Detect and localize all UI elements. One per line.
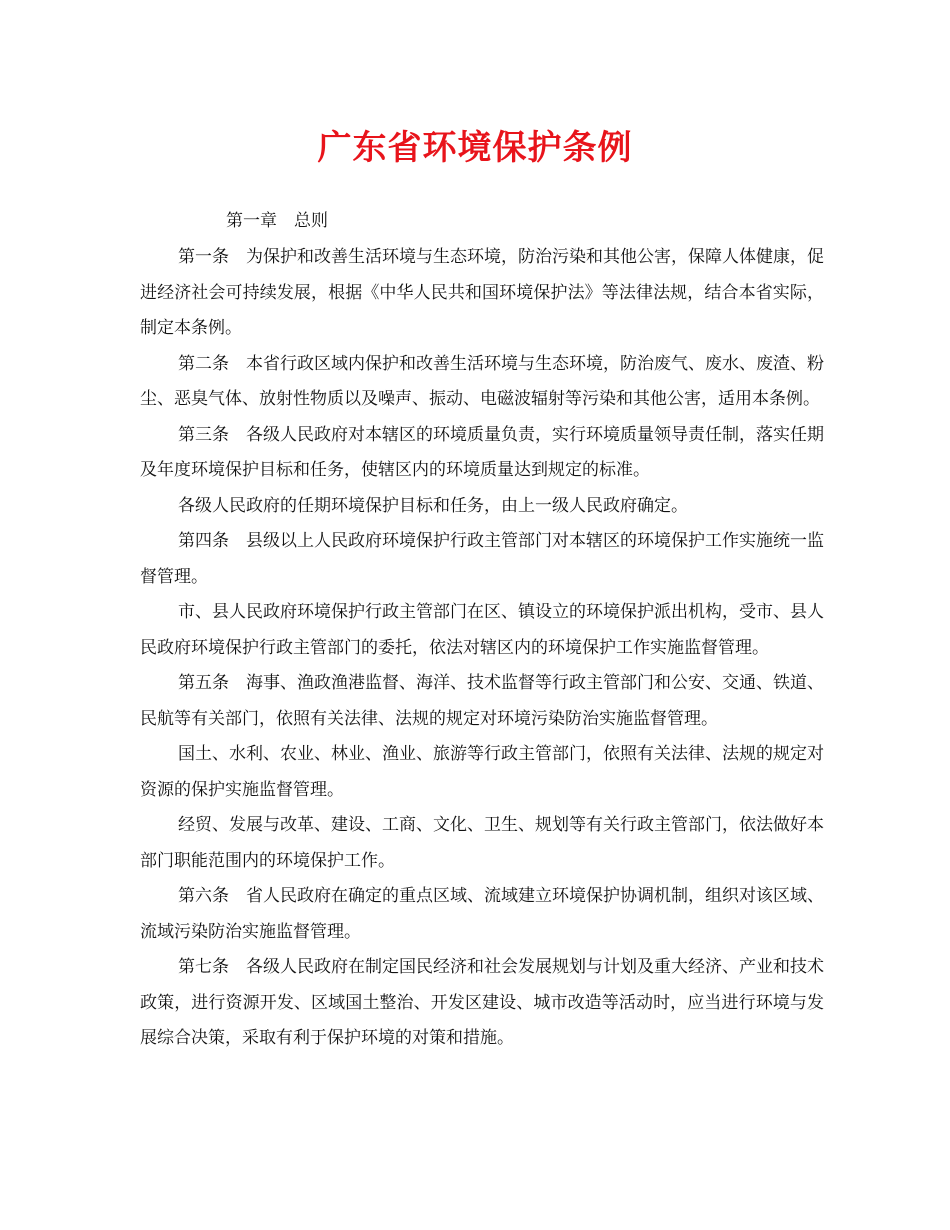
paragraph: 第三条 各级人民政府对本辖区的环境质量负责，实行环境质量领导责任制，落实任期及年度环境保护目标和任务，使辖区内的环境质量达到规定的标准。 xyxy=(140,424,824,480)
paragraph: 第六条 省人民政府在确定的重点区域、流域建立环境保护协调机制，组织对该区域、流域污染防治实施监督管理。 xyxy=(140,886,824,942)
document-title: 广东省环境保护条例 xyxy=(317,128,633,168)
paragraph: 第一条 为保护和改善生活环境与生态环境，防治污染和其他公害，保障人体健康，促进经济社会可持续发展，根据《中华人民共和国环境保护法》等法律法规，结合本省实际，制定本条例。 xyxy=(140,247,824,338)
paragraph: 第五条 海事、渔政渔港监督、海洋、技术监督等行政主管部门和公安、交通、铁道、民航等有关部门，依照有关法律、法规的规定对环境污染防治实施监督管理。 xyxy=(140,673,824,729)
paragraph: 第七条 各级人民政府在制定国民经济和社会发展规划与计划及重大经济、产业和技术政策，进行资源开发、区域国土整治、开发区建设、城市改造等活动时，应当进行环境与发展综合决策，采取有利于保护环境的对策和措施。 xyxy=(140,957,824,1048)
paragraph: 第二条 本省行政区域内保护和改善生活环境与生态环境，防治废气、废水、废渣、粉尘、恶臭气体、放射性物质以及噪声、振动、电磁波辐射等污染和其他公害，适用本条例。 xyxy=(140,353,824,409)
paragraph: 国土、水利、农业、林业、渔业、旅游等行政主管部门，依照有关法律、法规的规定对资源的保护实施监督管理。 xyxy=(140,744,824,800)
document-body xyxy=(140,240,824,1057)
paragraph: 第四条 县级以上人民政府环境保护行政主管部门对本辖区的环境保护工作实施统一监督管理。 xyxy=(140,531,824,587)
chapter-heading: 第一章 总则 xyxy=(226,211,328,231)
paragraph: 经贸、发展与改革、建设、工商、文化、卫生、规划等有关行政主管部门，依法做好本部门职能范围内的环境保护工作。 xyxy=(140,815,824,871)
paragraph: 各级人民政府的任期环境保护目标和任务，由上一级人民政府确定。 xyxy=(178,495,688,516)
paragraph: 市、县人民政府环境保护行政主管部门在区、镇设立的环境保护派出机构，受市、县人民政府环境保护行政主管部门的委托，依法对辖区内的环境保护工作实施监督管理。 xyxy=(140,602,824,658)
